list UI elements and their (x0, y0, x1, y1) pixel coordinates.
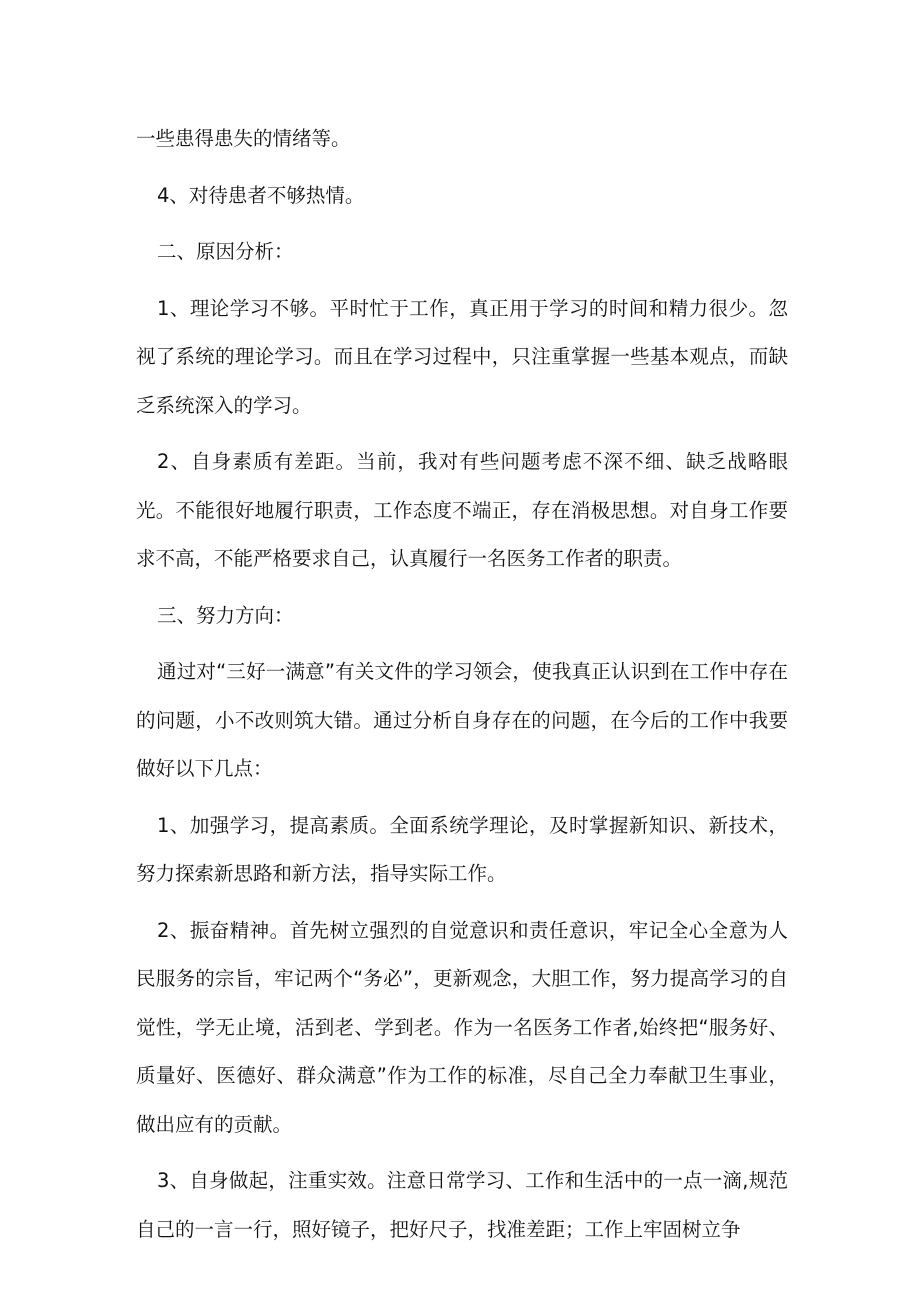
section-heading-cause-analysis: 二、原因分析： (157, 240, 294, 263)
document-body (136, 115, 788, 1262)
paragraph-5: 2、自身素质有差距。当前，我对有些问题考虑不深不细、缺乏战略眼光。不能很好地履行职责，工作态度不端正，存在消极思想。对自身工作要求不高，不能严格要求自己，认真履行一名医务工作者的职责。 (136, 450, 788, 570)
paragraph-7: 通过对“三好一满意”有关文件的学习领会，使我真正认识到在工作中存在的问题，小不改则筑大错。通过分析自身存在的问题，在今后的工作中我要做好以下几点： (136, 660, 788, 780)
paragraph-1: 一些患得患失的情绪等。 (136, 127, 351, 150)
section-heading-direction: 三、努力方向： (157, 603, 294, 627)
paragraph-4: 1、理论学习不够。平时忙于工作，真正用于学习的时间和精力很少。忽视了系统的理论学习。而且在学习过程中，只注重掌握一些基本观点，而缺乏系统深入的学习。 (136, 296, 788, 417)
paragraph-10: 3、自身做起，注重实效。注意日常学习、工作和生活中的一点一滴,规范自己的一言一行，照好镜子，把好尺子，找准差距；工作上牢固树立争 (136, 1169, 788, 1241)
paragraph-8: 1、加强学习，提高素质。全面系统学理论，及时掌握新知识、新技术，努力探索新思路和新方法，指导实际工作。 (136, 813, 788, 885)
paragraph-9: 2、振奋精神。首先树立强烈的自觉意识和责任意识，牢记全心全意为人民服务的宗旨，牢记两个“务必”，更新观念，大胆工作，努力提高学习的自觉性，学无止境，活到老、学到老。作为一名医务工作者,始终把“服务好、质量好、医德好、群众满意”作为工作的标准，尽自己全力奉献卫生事业，做出应有的贡献。 (136, 918, 788, 1136)
paragraph-2: 4、对待患者不够热情。 (157, 183, 365, 207)
